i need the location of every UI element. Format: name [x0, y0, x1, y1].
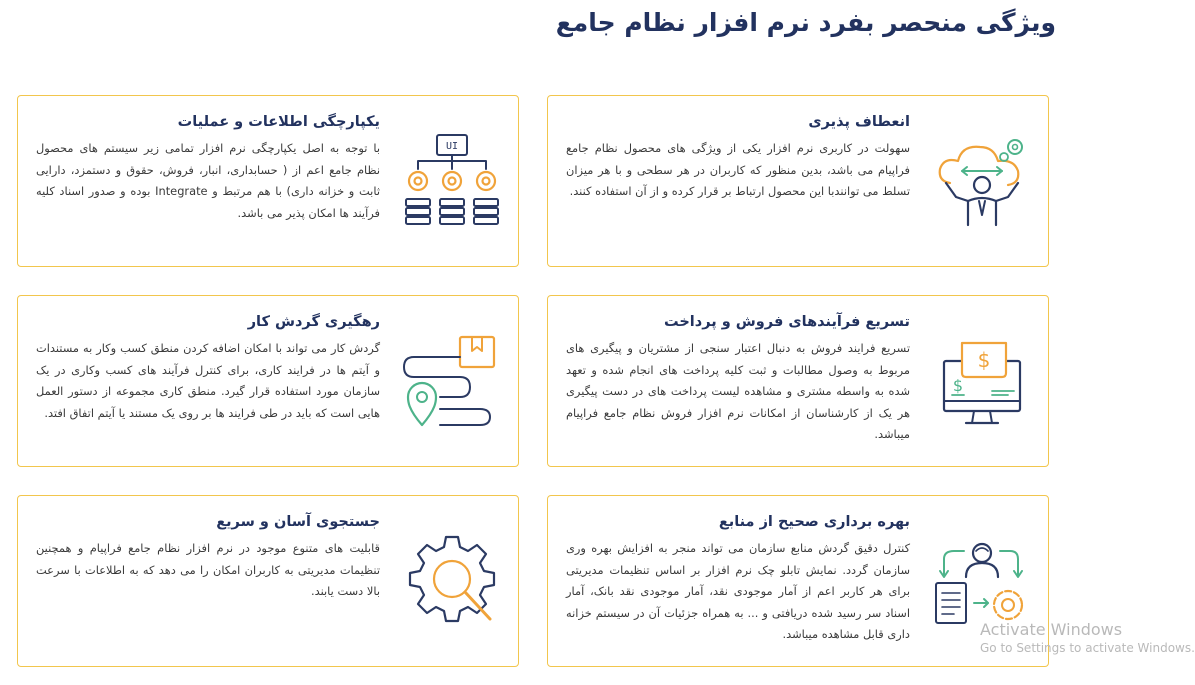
watermark-line-2: Go to Settings to activate Windows.: [980, 641, 1195, 655]
feature-card-search: [17, 495, 519, 667]
ui-icon-label: UI: [445, 141, 459, 152]
flexibility-icon: [928, 96, 1036, 266]
svg-text:$: $: [977, 348, 991, 372]
workflow-icon: [398, 296, 506, 466]
card-description: گردش کار می تواند با امکان اضافه کردن منطق کسب وکار به مستندات و آیتم ها در فرایند کاری، برای کنترل فرآیند های کسب وکاری در یک سازمان مورد استفاده قرار گیرد. منطق کاری مجموعه از دستور العمل هایی است که باید در طی فرایند ها بر روی یک مستند یا آیتم اتفاق افتد.: [36, 341, 380, 420]
card-title: یکپارچگی اطلاعات و عملیات: [177, 114, 380, 130]
card-description: تسریع فرایند فروش به دنبال اعتبار سنجی از مشتریان و پیگیری های مربوط به وصول مطالبات و ثبت کلیه پرداخت های انجام شده و تعهد شده به واسطه مشتری و مشاهده لیست پرداخت های در دست پیگیری هر یک از کارشناسان از امکانات نرم افزار فروش نظام جامع فراپیام میباشد.: [566, 341, 910, 441]
card-description: قابلیت های متنوع موجود در نرم افزار نظام جامع فراپیام و همچنین تنظیمات مدیریتی به کاربران امکان را می دهد که به اطلاعات با سرعت بالا دست یابند.: [36, 541, 380, 598]
activate-windows-watermark: [980, 620, 1195, 655]
feature-card-integration: [17, 95, 519, 267]
feature-card-flexibility: [547, 95, 1049, 267]
feature-card-sales-payment: [547, 295, 1049, 467]
payment-icon: [928, 296, 1036, 466]
feature-card-workflow: [17, 295, 519, 467]
card-title: جستجوی آسان و سریع: [216, 514, 380, 530]
watermark-line-1: Activate Windows: [980, 620, 1123, 639]
card-title: انعطاف پذیری: [808, 114, 910, 130]
card-description: با توجه به اصل یکپارچگی نرم افزار تمامی زیر سیستم های محصول نظام جامع اعم از ( حسابداری، انبار، فروش، حقوق و دستمزد، دارایی ثابت و خزانه داری) با هم مرتبط و Integrate بوده و صدور اسناد کلیه فرآیند ها امکان پذیر می باشد.: [36, 141, 380, 220]
feature-card-resources: [547, 495, 1049, 667]
card-title: رهگیری گردش کار: [247, 314, 380, 330]
card-title: بهره برداری صحیح از منابع: [718, 514, 910, 530]
svg-text:$: $: [952, 376, 964, 395]
integration-icon: [398, 96, 506, 266]
page-title: ویژگی منحصر بفرد نرم افزار نظام جامع: [555, 8, 1056, 37]
card-description: سهولت در کاربری نرم افزار یکی از ویژگی های محصول نظام جامع فراپیام می باشد، بدین منظور که کاربران در هر سطحی و با هر میزان تسلط می توانندبا این محصول ارتباط بر قرار کرده و از آن استفاده کنند.: [566, 141, 910, 198]
card-description: کنترل دقیق گردش منابع سازمان می تواند منجر به افزایش بهره وری سازمان گردد. نمایش تابلو چک نرم افزار بر اساس تنظیمات مدیریتی برای هر کاربر اعم از آمار موجودی نقد، آمار موجودی نقد بانک، آمار اسناد سر رسید شده دریافتی و ... به همراه جزئیات آن در سیستم خزانه داری قابل مشاهده میباشد.: [566, 541, 910, 641]
search-gear-icon: [398, 496, 506, 666]
card-title: تسریع فرآیندهای فروش و پرداخت: [664, 314, 910, 330]
